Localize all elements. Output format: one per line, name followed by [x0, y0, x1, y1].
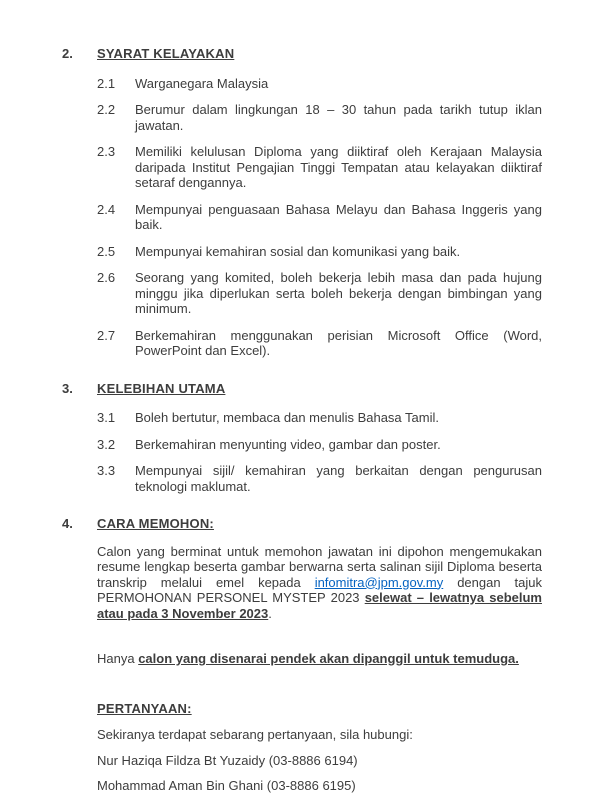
- list-item-number: 3.3: [97, 463, 116, 478]
- list-item: [97, 463, 542, 494]
- section-cara-memohon: [62, 516, 542, 621]
- section-number: 4.: [62, 516, 73, 531]
- list-item-number: 3.2: [97, 436, 116, 452]
- list-item: [97, 102, 542, 133]
- list-item-number: 2.4: [97, 201, 116, 217]
- section-title: CARA MEMOHON:: [97, 516, 214, 531]
- contact-line-1: Nur Haziqa Fildza Bt Yuzaidy (03-8886 6194): [97, 752, 358, 768]
- list-item-text: Berkemahiran menggunakan perisian Microsoft Office (Word, PowerPoint dan Excel).: [135, 327, 542, 358]
- application-instructions-paragraph: [97, 544, 542, 622]
- section-heading: [62, 381, 542, 397]
- list-item-number: 2.6: [97, 270, 116, 285]
- contact-line-2: Mohammad Aman Bin Ghani (03-8886 6195): [97, 778, 356, 793]
- list-item-text: Warganegara Malaysia: [135, 75, 269, 91]
- list-item-number: 2.5: [97, 243, 116, 259]
- list-item-number: 2.3: [97, 144, 116, 159]
- section-syarat-kelayakan: [62, 46, 542, 359]
- list-item: [97, 244, 542, 260]
- shortlist-note-prefix: Hanya: [97, 651, 139, 666]
- section-title: SYARAT KELAYAKAN: [97, 46, 235, 61]
- shortlist-note-bold: calon yang disenarai pendek akan dipanggil untuk temuduga.: [138, 651, 519, 666]
- list-item: [97, 76, 542, 92]
- list-item: [97, 328, 542, 359]
- deadline-text: selewat – lewatnya sebelum atau pada 3 November 2023: [97, 590, 542, 621]
- list-item: [97, 437, 542, 453]
- paragraph-text: Calon yang berminat untuk memohon jawatan ini dipohon mengemukakan resume lengkap beserta gambar berwarna serta salinan sijil Diploma beserta transkrip melalui emel kepada: [97, 543, 542, 590]
- section-number: 2.: [62, 46, 73, 61]
- list-item: [97, 144, 542, 191]
- shortlist-note: [97, 651, 542, 667]
- list-item-text: Mempunyai sijil/ kemahiran yang berkaitan dengan pengurusan teknologi maklumat.: [135, 463, 542, 494]
- paragraph-text: dengan tajuk PERMOHONAN PERSONEL MYSTEP 2023: [97, 574, 542, 605]
- email-link[interactable]: infomitra@jpm.gov.my: [314, 574, 444, 590]
- list-item-number: 2.2: [97, 102, 116, 117]
- section-title: KELEBIHAN UTAMA: [97, 380, 226, 396]
- list-item-text: Seorang yang komited, boleh bekerja lebih masa dan pada hujung minggu jika diperlukan serta boleh bekerja dengan bimbingan yang minimum.: [135, 270, 542, 316]
- list-item: [97, 202, 542, 233]
- list-item-text: Boleh bertutur, membaca dan menulis Bahasa Tamil.: [135, 410, 439, 425]
- list-item-text: Mempunyai kemahiran sosial dan komunikasi yang baik.: [135, 243, 461, 259]
- list-item-text: Memiliki kelulusan Diploma yang diiktiraf oleh Kerajaan Malaysia daripada Institut Pengajian Tinggi Tempatan atau kelayakan diiktiraf setaraf dengannya.: [135, 144, 542, 190]
- section-pertanyaan: [97, 701, 542, 794]
- list-item-text: Berumur dalam lingkungan 18 – 30 tahun pada tarikh tutup iklan jawatan.: [135, 102, 542, 133]
- pertanyaan-title: PERTANYAAN:: [97, 700, 192, 716]
- list-item: [97, 270, 542, 317]
- pertanyaan-intro: Sekiranya terdapat sebarang pertanyaan, sila hubungi:: [97, 727, 413, 742]
- list-item-text: Mempunyai penguasaan Bahasa Melayu dan Bahasa Inggeris yang baik.: [135, 201, 542, 232]
- paragraph-text: .: [268, 605, 272, 621]
- list-item-number: 2.1: [97, 75, 116, 91]
- section-heading: [62, 516, 542, 532]
- section-kelebihan-utama: [62, 381, 542, 495]
- section-items: [97, 410, 542, 494]
- list-item-text: Berkemahiran menyunting video, gambar dan poster.: [135, 436, 441, 452]
- list-item-number: 3.1: [97, 410, 116, 425]
- list-item: [97, 410, 542, 426]
- section-items: [97, 76, 542, 359]
- section-heading: [62, 46, 542, 62]
- list-item-number: 2.7: [97, 327, 116, 343]
- section-number: 3.: [62, 380, 73, 396]
